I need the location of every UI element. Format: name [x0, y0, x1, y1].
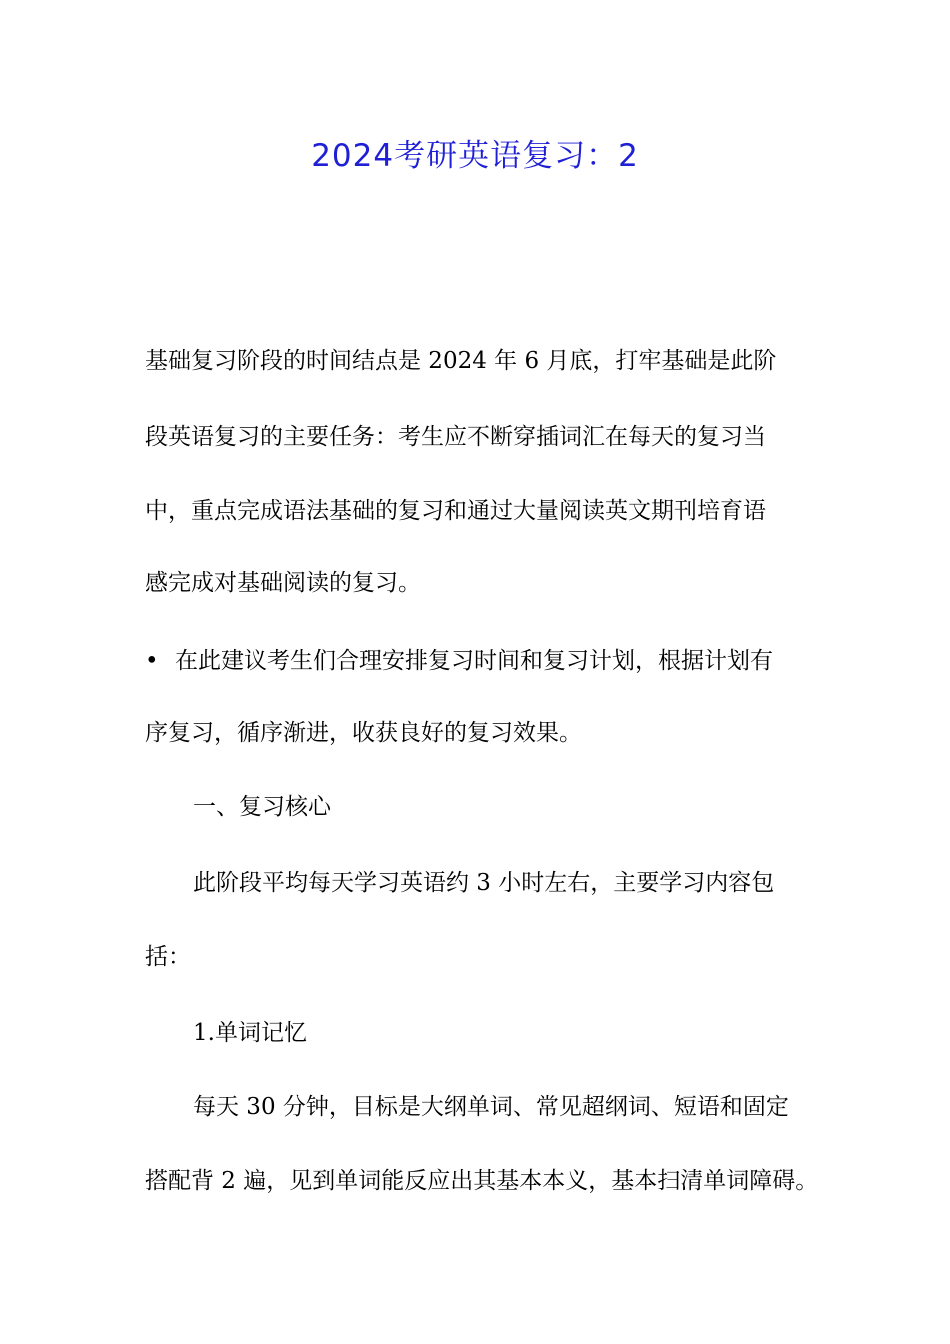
bullet-item	[145, 646, 825, 676]
paragraph-line: 段英语复习的主要任务：考生应不断穿插词汇在每天的复习当	[145, 424, 766, 450]
sub-heading: 1.单词记忆	[193, 1020, 307, 1046]
paragraph-line: 每天 30 分钟，目标是大纲单词、常见超纲词、短语和固定	[193, 1094, 789, 1120]
paragraph-line: 括：	[145, 944, 191, 970]
paragraph-line: 搭配背 2 遍，见到单词能反应出其基本本义，基本扫清单词障碍。	[145, 1168, 819, 1194]
paragraph-line: 此阶段平均每天学习英语约 3 小时左右，主要学习内容包	[193, 870, 775, 896]
section-heading: 一、复习核心	[193, 794, 331, 820]
paragraph-line: 中，重点完成语法基础的复习和通过大量阅读英文期刊培育语	[145, 498, 766, 524]
bullet-text: 在此建议考生们合理安排复习时间和复习计划，根据计划有	[175, 648, 773, 674]
paragraph-line: 序复习，循序渐进，收获良好的复习效果。	[145, 720, 582, 746]
document-title: 2024考研英语复习：2	[311, 138, 639, 174]
paragraph-line: 基础复习阶段的时间结点是 2024 年 6 月底，打牢基础是此阶	[145, 348, 777, 374]
paragraph-line: 感完成对基础阅读的复习。	[145, 570, 421, 596]
bullet-icon: •	[145, 648, 159, 674]
